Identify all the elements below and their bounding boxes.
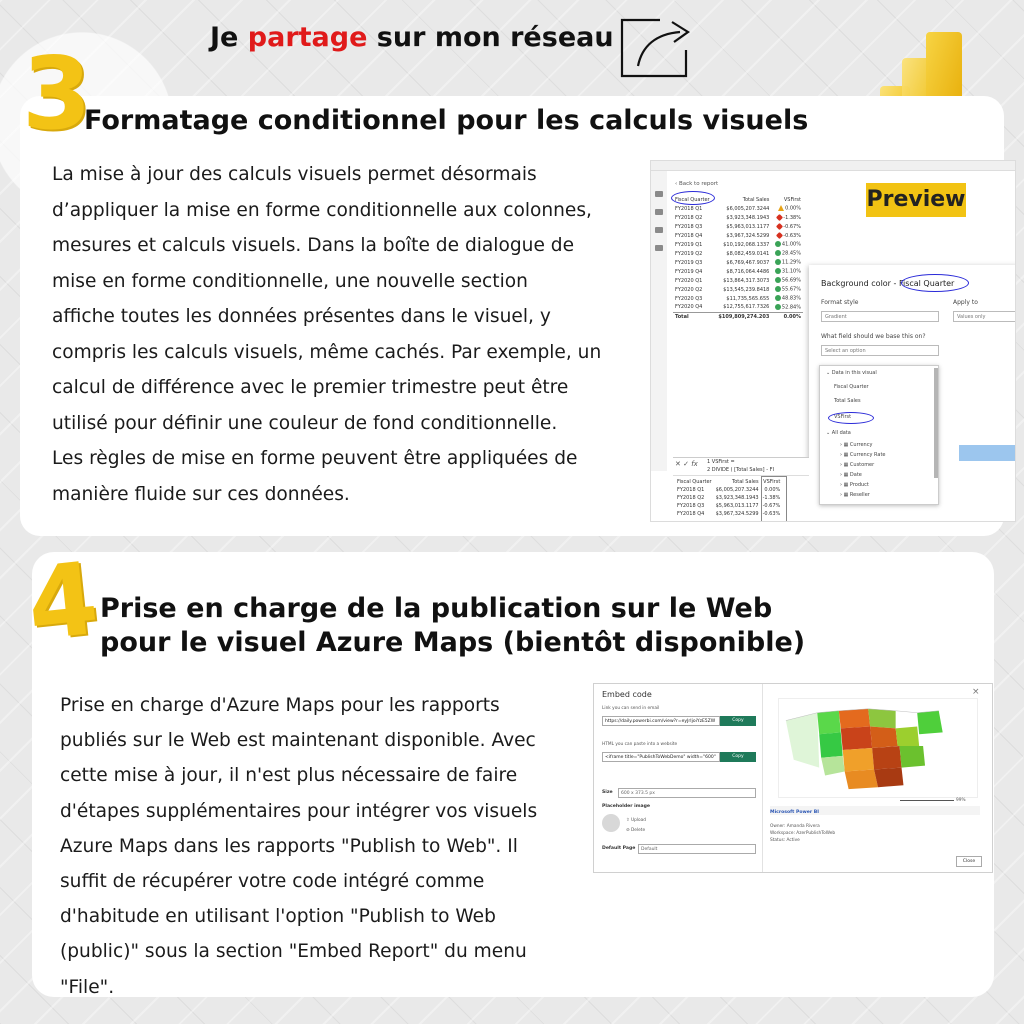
email-label: Link you can send in email: [602, 706, 660, 711]
column-header: VSFirst: [783, 196, 801, 203]
quarter-cell: FY2020 Q3: [675, 295, 703, 302]
field-dropdown: [819, 365, 939, 505]
table-row: [673, 267, 803, 276]
apply-to-select[interactable]: Values only: [953, 311, 1016, 322]
divider: [762, 684, 763, 873]
table-row: [673, 204, 803, 213]
close-button[interactable]: Close: [956, 856, 982, 867]
section-3-body: [52, 157, 642, 512]
body-line: manière fluide sur ces données.: [52, 483, 350, 505]
table-cell: FY2018 Q2: [677, 495, 705, 501]
highlight-circle: [671, 191, 715, 205]
total-cell: 0.00%: [771, 312, 803, 321]
table-row: [673, 258, 803, 267]
dropdown-group: ⌄ All data: [826, 430, 851, 436]
dropdown-table-item[interactable]: › ▦ Customer: [840, 462, 875, 468]
dropdown-table-item[interactable]: › ▦ Reseller: [840, 492, 870, 498]
copy-button[interactable]: Copy: [720, 752, 756, 762]
table-cell: 0.00%: [764, 487, 781, 493]
html-label: HTML you can paste into a website: [602, 742, 678, 747]
workspace-text: Workspace: AzerPublishToWeb: [770, 831, 836, 836]
table-row: [673, 303, 803, 312]
highlight-circle: [828, 412, 874, 424]
body-line: La mise à jour des calculs visuels permet désormais: [52, 164, 537, 185]
table-cell: -0.63%: [762, 511, 781, 517]
section-3-title: Formatage conditionnel pour les calculs visuels: [84, 105, 809, 136]
body-line: compris les calculs visuels, même cachés. Par exemple, un: [52, 341, 602, 363]
green-circle-icon: [775, 259, 781, 265]
table-cell: $3,923,348.1943: [715, 495, 759, 501]
placeholder-image-label: Placeholder image: [602, 804, 651, 809]
table-row: [673, 276, 803, 285]
sales-cell: $3,967,324.5299: [726, 232, 770, 239]
selection-bar: [959, 445, 1016, 461]
default-page-label: Default Page: [602, 846, 636, 851]
dax-icon: [655, 245, 663, 251]
format-style-label: Format style: [821, 299, 859, 306]
owner-text: Owner: Amanda Rivera: [770, 824, 820, 829]
preview-badge: Preview: [866, 183, 966, 217]
sales-cell: $5,963,013.1177: [726, 223, 770, 230]
formula-bar[interactable]: [673, 458, 809, 476]
quarter-cell: FY2019 Q2: [675, 250, 703, 257]
vsfirst-cell: 48.83%: [771, 294, 803, 303]
dropdown-scrollbar[interactable]: [934, 368, 938, 478]
body-line: Les règles de mise en forme peuvent être appliquées de: [52, 448, 578, 469]
back-to-report-link[interactable]: ‹ Back to report: [675, 181, 719, 187]
toolbar: [651, 161, 1016, 171]
dropdown-table-item[interactable]: › ▦ Date: [840, 472, 862, 478]
green-circle-icon: [775, 304, 781, 310]
copy-button[interactable]: Copy: [720, 716, 756, 726]
table-cell: $5,963,013.1177: [715, 503, 759, 509]
vsfirst-cell: -0.63%: [771, 231, 803, 240]
section-4-body: [60, 688, 584, 1005]
dropdown-group: ⌄ Data in this visual: [826, 370, 877, 376]
body-line: "File".: [60, 976, 115, 998]
formula-controls: ✕ ✓ fx: [675, 460, 698, 468]
table-row: [673, 249, 803, 258]
size-select[interactable]: 600 x 373.5 px: [618, 788, 756, 798]
body-line: calcul de différence avec le premier trimestre peut être: [52, 377, 569, 398]
sales-cell: $8,082,459.0141: [726, 250, 770, 257]
sales-cell: $6,005,207.3244: [726, 205, 770, 212]
conditional-format-dialog: [809, 265, 1016, 522]
table-cell: FY2018 Q4: [677, 511, 705, 517]
body-line: cette mise à jour, il n'est plus nécessaire de faire: [60, 765, 518, 787]
vsfirst-cell: 41.00%: [771, 240, 803, 249]
column-header: Total Sales: [742, 196, 770, 203]
placeholder-image-icon: [602, 814, 620, 832]
dropdown-table-item[interactable]: › ▦ Currency: [840, 442, 873, 448]
green-circle-icon: [775, 241, 781, 247]
table-icon: [655, 209, 663, 215]
sales-cell: $13,864,317.3073: [723, 277, 770, 284]
table-cell: -0.67%: [762, 503, 781, 509]
report-icon: [655, 191, 663, 197]
body-line: d'étapes supplémentaires pour intégrer vos visuels: [60, 800, 538, 822]
body-line: Azure Maps dans les rapports "Publish to Web". Il: [60, 835, 518, 857]
email-url-field[interactable]: https://daily.powerbi.com/view?r=eyJrIjoiYzE5ZW: [602, 716, 720, 726]
zoom-slider[interactable]: [900, 800, 954, 801]
dropdown-item[interactable]: Total Sales: [834, 398, 861, 404]
table-row: [673, 231, 803, 240]
section-number: 4: [22, 539, 104, 664]
share-highlight: partage: [247, 22, 368, 53]
table-cell: $6,005,207.3244: [715, 487, 759, 493]
delete-button[interactable]: ⊘ Delete: [626, 828, 646, 833]
section-number: 3: [22, 35, 92, 152]
quarter-cell: FY2020 Q1: [675, 277, 703, 284]
default-page-select[interactable]: Default: [638, 844, 756, 854]
quarter-cell: FY2019 Q3: [675, 259, 703, 266]
sales-cell: $13,545,239.8418: [723, 286, 770, 293]
formula-line: 1 VSFirst =: [707, 459, 735, 465]
sales-cell: $3,923,348.1943: [726, 214, 770, 221]
column-highlight: [761, 476, 787, 522]
table-row: [673, 222, 803, 231]
sales-cell: $12,755,617.7326: [723, 304, 770, 311]
total-row: [673, 312, 803, 321]
zoom-value: 99%: [956, 798, 966, 803]
column-header: Total Sales: [732, 479, 759, 485]
vsfirst-cell: 11.29%: [771, 258, 803, 267]
dropdown-item[interactable]: Fiscal Quarter: [834, 384, 869, 390]
body-line: d’appliquer la mise en forme conditionnelle aux colonnes,: [52, 199, 592, 221]
vsfirst-cell: 31.10%: [771, 267, 803, 276]
total-cell: Total: [673, 312, 714, 321]
table-cell: -1.38%: [762, 495, 781, 501]
sales-cell: $10,192,068.1337: [723, 241, 770, 248]
green-circle-icon: [775, 268, 781, 274]
green-circle-icon: [775, 295, 781, 301]
share-arrow-icon[interactable]: [620, 14, 692, 78]
vsfirst-cell: 55.67%: [771, 285, 803, 294]
vsfirst-cell: 52.84%: [771, 303, 803, 312]
vsfirst-cell: -1.38%: [771, 213, 803, 222]
sales-cell: $8,716,064.4486: [726, 268, 770, 275]
quarter-cell: FY2020 Q2: [675, 286, 703, 293]
table-cell: FY2018 Q3: [677, 503, 705, 509]
body-line: d'habitude en utilisant l'option "Publish to Web: [60, 906, 496, 928]
close-icon[interactable]: ×: [972, 687, 980, 697]
table-row: [673, 285, 803, 294]
quarter-cell: FY2020 Q4: [675, 304, 703, 311]
body-line: affiche toutes les données présentes dans le visuel, y: [52, 306, 551, 327]
html-code-field[interactable]: <iframe title="PublishToWebDemo" width="600": [602, 752, 720, 762]
upload-button[interactable]: ⇧ Upload: [626, 818, 647, 823]
body-line: publiés sur le Web est maintenant disponible. Avec: [60, 730, 536, 752]
apply-to-label: Apply to: [953, 299, 978, 306]
sales-table: [673, 195, 803, 321]
vsfirst-cell: -0.67%: [771, 222, 803, 231]
body-line: Prise en charge d'Azure Maps pour les rapports: [60, 695, 500, 716]
table-row: [673, 213, 803, 222]
azure-map-visual: [778, 698, 978, 798]
left-sidebar: [651, 171, 667, 471]
base-field-label: What field should we base this on?: [821, 333, 926, 340]
body-line: suffit de récupérer votre code intégré comme: [60, 871, 485, 893]
table-row: [673, 294, 803, 303]
column-header: VSFirst: [763, 479, 781, 485]
vsfirst-cell: 0.00%: [771, 204, 803, 213]
quarter-cell: FY2018 Q3: [675, 223, 703, 230]
green-circle-icon: [775, 277, 781, 283]
body-line: utilisé pour définir une couleur de fond conditionnelle.: [52, 412, 558, 434]
highlight-circle: [901, 274, 969, 292]
column-header: Fiscal Quarter: [675, 196, 710, 203]
sales-cell: $6,769,467.9037: [726, 259, 770, 266]
quarter-cell: FY2019 Q1: [675, 241, 703, 248]
dropdown-table-item[interactable]: › ▦ Product: [840, 482, 869, 488]
column-header: Fiscal Quarter: [677, 479, 712, 485]
green-circle-icon: [775, 286, 781, 292]
vsfirst-cell: 28.45%: [771, 249, 803, 258]
quarter-cell: FY2018 Q1: [675, 205, 703, 212]
dropdown-table-item[interactable]: › ▦ Currency Rate: [840, 452, 886, 458]
body-line: mise en forme conditionnelle, une nouvelle section: [52, 270, 528, 292]
table-row: [673, 240, 803, 249]
quarter-cell: FY2019 Q4: [675, 268, 703, 275]
model-icon: [655, 227, 663, 233]
formula-line: 2 DIVIDE ( [Total Sales] - FI: [707, 467, 774, 473]
embed-code-screenshot: [593, 683, 993, 873]
format-style-select[interactable]: Gradient: [821, 311, 939, 322]
dialog-title: Background color - Fiscal Quarter: [821, 279, 955, 288]
dialog-title: Embed code: [602, 690, 652, 699]
green-circle-icon: [775, 250, 781, 256]
formula-pane: [673, 457, 809, 522]
report-link[interactable]: Microsoft Power BI: [770, 810, 819, 815]
body-line: mesures et calculs visuels. Dans la boîte de dialogue de: [52, 235, 575, 256]
quarter-cell: FY2018 Q2: [675, 214, 703, 221]
table-cell: $3,967,324.5299: [715, 511, 759, 517]
total-cell: $109,809,274.203: [714, 312, 772, 321]
status-text: Status: Active: [770, 838, 800, 843]
body-line: (public)" sous la section "Embed Report" du menu: [60, 941, 527, 963]
dropdown-item[interactable]: VSFirst: [834, 414, 852, 420]
quarter-cell: FY2018 Q4: [675, 232, 703, 239]
vsfirst-cell: 56.69%: [771, 276, 803, 285]
size-label: Size: [602, 790, 613, 795]
base-field-select[interactable]: Select an option: [821, 345, 939, 356]
share-heading: Je partage sur mon réseau: [210, 22, 614, 53]
yellow-triangle-icon: [778, 205, 784, 211]
table-cell: FY2018 Q1: [677, 487, 705, 493]
section-4-title: Prise en charge de la publication sur le Web pour le visuel Azure Maps (bientôt disponible): [100, 593, 806, 658]
sales-cell: $11,735,565.655: [726, 295, 770, 302]
